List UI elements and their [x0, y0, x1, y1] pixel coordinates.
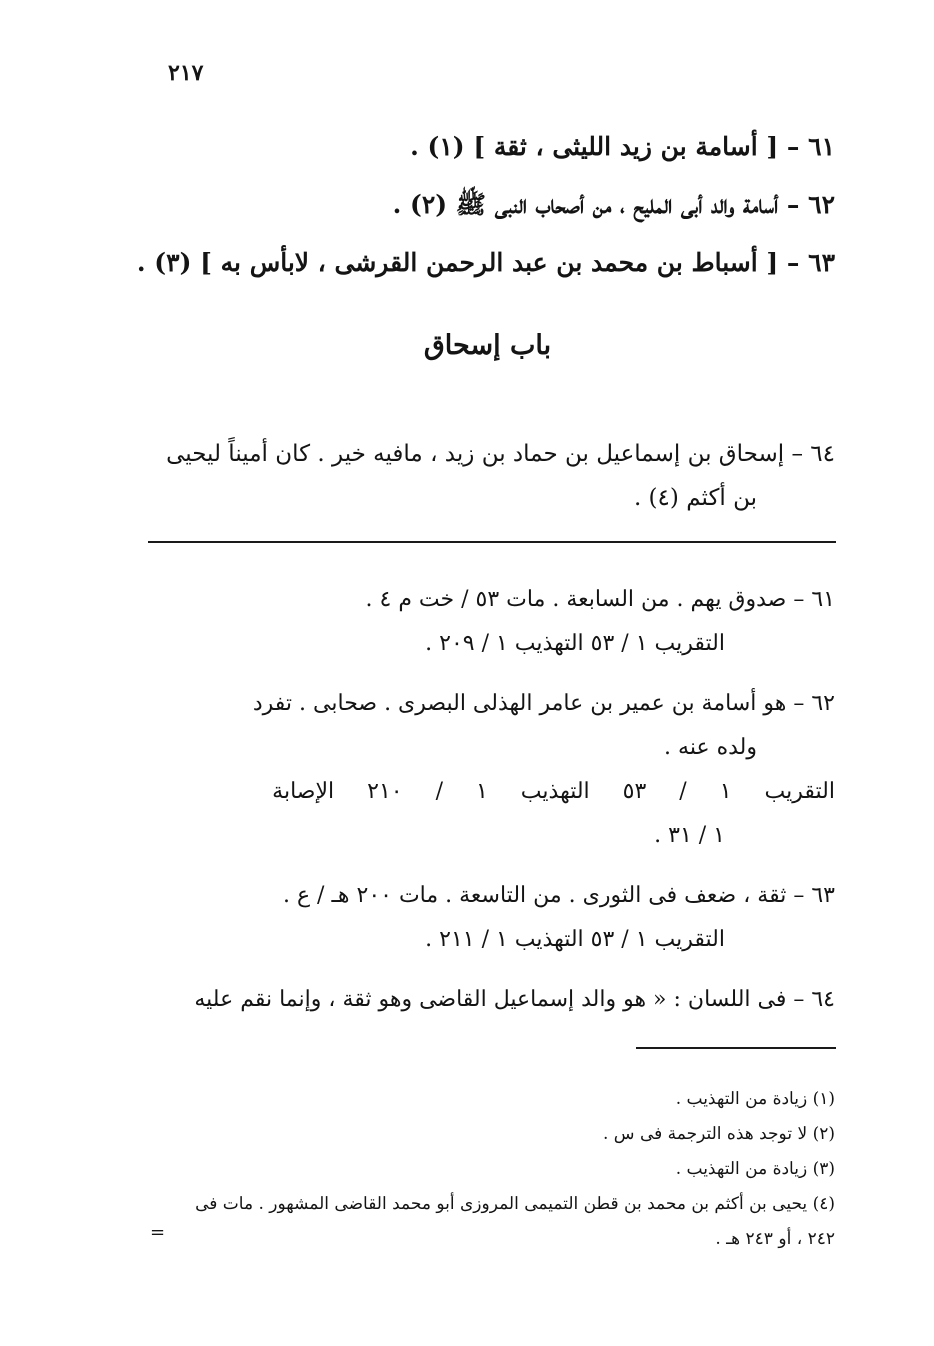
note-line	[140, 682, 835, 726]
entry-text: إسحاق بن إسماعيل بن حماد بن زيد ، مافيه خير . كان أميناً ليحيى	[166, 441, 785, 467]
entry-64	[140, 432, 835, 520]
continuation-mark: =	[150, 1222, 166, 1243]
entry-64-line2: بن أكثم (٤) .	[633, 485, 757, 511]
note-text: فى اللسان : « هو والد إسماعيل القاضى وهو ثقة ، وإنما نقم عليه	[194, 987, 787, 1012]
footnote-2: (٢) لا توجد هذه الترجمة فى س .	[603, 1124, 835, 1144]
note-text: صدوق يهم . من السابعة . مات ٥٣ / خت م ٤ .	[365, 587, 787, 612]
entry-64-line1	[140, 432, 835, 476]
note-62	[140, 682, 835, 858]
note-reference: التقريب ١ / ٥٣ التهذيب ١ / ٢٠٩ .	[425, 631, 725, 656]
footnotes	[140, 1082, 835, 1257]
note-line	[140, 978, 835, 1022]
note-text-cont: ولده عنه .	[664, 735, 757, 760]
footnote-1: (١) زيادة من التهذيب .	[675, 1089, 835, 1109]
section-heading: باب إسحاق	[423, 330, 552, 361]
note-line	[140, 874, 835, 918]
entry-63	[136, 234, 835, 292]
entry-text: [ أسامة بن زيد الليثى ، ثقة ] (١) .	[410, 132, 779, 161]
page-number: ٢١٧	[168, 60, 204, 86]
note-number: ٦٣ –	[793, 883, 835, 908]
note-reference-cont: ١ / ٣١ .	[654, 823, 725, 848]
note-64	[140, 978, 835, 1022]
footnote-3: (٣) زيادة من التهذيب .	[675, 1159, 835, 1179]
entry-text: أسامة والد أبى المليح ، من أصحاب النبى ﷺ (٢) .	[392, 190, 779, 219]
entry-62	[140, 176, 835, 234]
entry-text: [ أسباط بن محمد بن عبد الرحمن القرشى ، لابأس به ] (٣) .	[136, 248, 779, 277]
note-line	[140, 578, 835, 622]
note-number: ٦٢ –	[793, 691, 835, 716]
note-number: ٦٤ –	[793, 987, 835, 1012]
note-text: هو أسامة بن عمير بن عامر الهذلى البصرى . صحابى . تفرد	[252, 691, 787, 716]
note-number: ٦١ –	[793, 587, 835, 612]
note-reference: التقريب ١ / ٥٣ التهذيب ١ / ٢١٠ الإصابة	[272, 779, 835, 804]
entry-number: ٦٢ –	[786, 190, 835, 219]
notes-divider	[148, 541, 836, 543]
note-61	[140, 578, 835, 666]
footnotes-divider	[636, 1047, 836, 1049]
note-63	[140, 874, 835, 962]
entry-number: ٦٣ –	[786, 248, 835, 277]
footnote-4-cont: ٢٤٢ ، أو ٢٤٣ هـ .	[715, 1229, 835, 1249]
entry-61	[140, 118, 835, 176]
note-text: ثقة ، ضعف فى الثورى . من التاسعة . مات ٢٠٠ هـ / ع .	[282, 883, 787, 908]
entry-number: ٦٤ –	[791, 441, 835, 467]
main-entries	[136, 118, 835, 292]
footnote-4: (٤) يحيى بن أكثم بن محمد بن قطن التميمى المروزى أبو محمد القاضى المشهور . مات فى	[195, 1194, 835, 1214]
commentary-notes	[140, 578, 835, 1038]
note-reference: التقريب ١ / ٥٣ التهذيب ١ / ٢١١ .	[425, 927, 725, 952]
entry-number: ٦١ –	[786, 132, 835, 161]
